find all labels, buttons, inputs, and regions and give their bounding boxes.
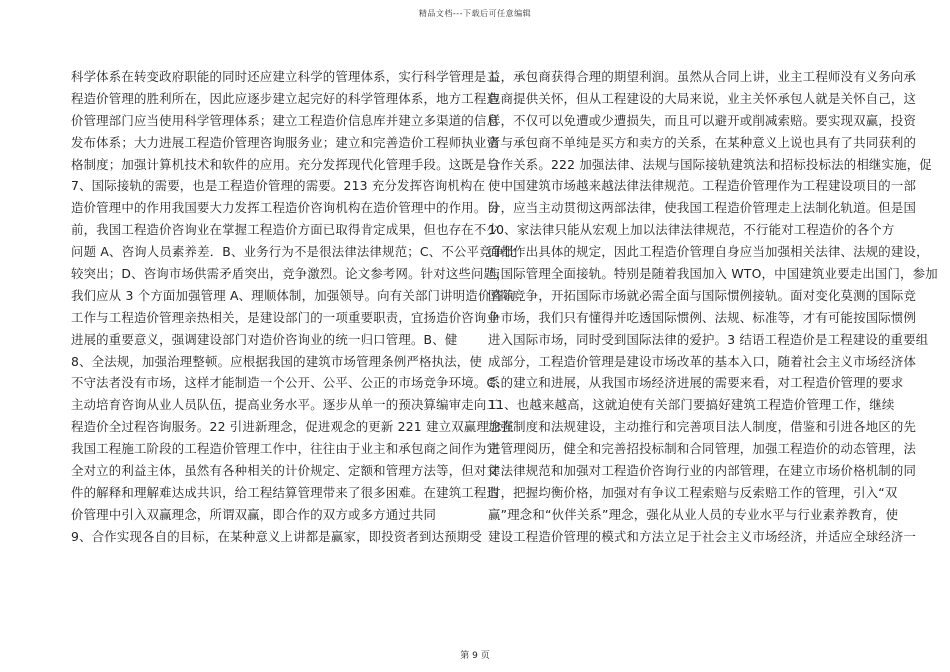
left-column-line: 件的解释和理解难达成共识，给工程结算管理带来了很多困难。在建筑工程造 xyxy=(71,484,500,500)
right-column-line: 样，不仅可以免遭或少遭损失，而且可以避开或削减索赔。要实现双赢，投资 xyxy=(488,112,917,128)
left-column-line: 科学体系在转变政府职能的同时还应建立科学的管理体系，实行科学管理是工 xyxy=(71,69,500,84)
left-column-line: 问题 A、咨询人员素养差．B、业务行为不是很法律法律规范；C、不公平竞争比 xyxy=(71,244,517,260)
left-text-column xyxy=(71,66,517,548)
left-column-line: 价管理部门应当使用科学管理体系；建立工程造价信息库并建立多渠道的信息 xyxy=(71,112,500,128)
left-column-line: 8、全法规，加强治理整顿。应根据我国的建筑市场管理条例严格执法，使 xyxy=(71,353,482,369)
left-column-line: 前，我国工程造价咨询业在掌握工程造价方面已取得肯定成果，但也存在不少 xyxy=(71,222,500,238)
right-column-line: 者与承包商不单纯是买方和卖方的关系，在某种意义上说也具有了共同获利的 xyxy=(488,134,917,150)
left-column-line: 造价管理中的作用我国要大力发挥工程造价咨询机构在造价管理中的作用。目 xyxy=(71,200,500,216)
right-column-line: 11、也越来越高，这就迫使有关部门要搞好建筑工程造价管理工作，继续 xyxy=(488,397,895,413)
right-column-line: 系的建立和进展，从我国市场经济进展的需要来看，对工程造价管理的要求 xyxy=(488,375,904,391)
right-column-line: 10、家法律只能从宏观上加以法律法律规范，不行能对工程造价的各个方 xyxy=(488,222,895,238)
left-column-line: 程造价管理的胜利所在，因此应逐步建立起完好的科学管理体系，地方工程造 xyxy=(71,90,500,106)
left-column-line: 格制度；加强计算机技术和软件的应用。充分发挥现代化管理手段。这既是与 xyxy=(71,156,500,172)
right-column-line: 律法律规范和加强对工程造价咨询行业的内部管理，在建立市场价格机制的同 xyxy=(488,463,917,479)
left-column-line: 全对立的利益主体，虽然有各种相关的计价规定、定额和管理方法等，但对文 xyxy=(71,463,500,479)
right-column-line: 加强制度和法规建设，主动推行和完善项目法人制度，借鉴和引进各地区的先 xyxy=(488,419,917,435)
left-column-line: 9、合作实现各自的目标，在某种意义上讲都是赢家，即投资者到达预期受 xyxy=(71,528,482,544)
right-column-line: 成部分，工程造价管理是建设市场改革的基本入口，随着社会主义市场经济体 xyxy=(488,353,917,369)
right-column-line: 时，把握均衡价格，加强对有争议工程索赔与反索赔工作的管理，引入“双 xyxy=(488,484,898,500)
right-column-line: 包商提供关怀，但从工程建设的大局来说，业主关怀承包人就是关怀自己，这 xyxy=(488,90,917,106)
left-column-line: 进展的重要意义，强调建设部门对造价咨询业的统一归口管理。B、健 xyxy=(71,331,458,347)
right-column-line: 使中国建筑市场越来越法律法律规范。工程造价管理作为工程建设项目的一部 xyxy=(488,178,917,194)
right-column-line: 面都作出具体的规定，因此工程造价管理自身应当加强相关法律、法规的建设， xyxy=(488,244,929,260)
left-column-line: 发布体系；大力进展工程造价管理咨询服务业；建立和完善造价工程师执业资 xyxy=(71,134,500,150)
right-column-line: 争市场，我们只有懂得并吃透国际惯例、法规、标准等，才有可能按国际惯例 xyxy=(488,309,917,325)
right-column-line: 进管理阅历，健全和完善招投标制和合同管理，加强工程造价的动态管理，法 xyxy=(488,441,917,457)
right-text-column xyxy=(488,66,938,548)
right-column-line: 进入国际市场，同时受到国际法律的爱护。3 结语工程造价是工程建设的重要组 xyxy=(488,331,929,347)
left-column-line: 我国工程施工阶段的工程造价管理工作中，往往由于业主和承包商之间作为完 xyxy=(71,441,500,457)
right-column-line: 益，承包商获得合理的期望利润。虽然从合同上讲，业主工程师没有义务向承 xyxy=(488,69,917,84)
left-column-line: 我们应从 3 个方面加强管理 A、理顺体制，加强领导。向有关部门讲明造价咨询 xyxy=(71,287,516,303)
left-column-line: 较突出；D、咨询市场供需矛盾突出，竞争激烈。论文参考网。针对这些问题， xyxy=(71,266,509,282)
right-column-line: 分，应当主动贯彻这两部法律，使我国工程造价管理走上法制化轨道。但是国 xyxy=(488,200,917,216)
right-column-line: 建设工程造价管理的模式和方法立足于社会主义市场经济，并适应全球经济一 xyxy=(488,528,917,544)
left-column-line: 价管理中引入双赢理念，所谓双赢，即合作的双方或多方通过共同 xyxy=(71,506,437,522)
page-header: 精品文档---下载后可任意编辑 xyxy=(418,9,532,18)
left-column-line: 主动培育咨询从业人员队伍，提高业务水平。逐步从单一的预决算编审走向工 xyxy=(71,397,500,413)
left-column-line: 7、国际接轨的需要，也是工程造价管理的需要。213 充分发挥咨询机构在 xyxy=(71,178,486,194)
left-column-line: 工作与工程造价管理亲热相关，是建设部门的一项重要职责，宜扬造价咨询业 xyxy=(71,309,500,325)
right-column-line: 赢”理念和“伙伴关系”理念，强化从业人员的专业水平与行业素养教育，使 xyxy=(488,506,899,522)
right-column-line: 合作关系。222 加强法律、法规与国际接轨建筑法和招标投标法的相继实施，促 xyxy=(488,156,932,172)
page-number: 第 9 页 xyxy=(460,651,490,661)
left-column-line: 程造价全过程咨询服务。22 引进新理念，促进观念的更新 221 建立双赢理念在 xyxy=(71,419,515,435)
right-column-line: 与国际管理全面接轨。特别是随着我国加入 WTO，中国建筑业要走出国门，参加 xyxy=(488,266,938,282)
left-column-line: 不守法者没有市场，这样才能制造一个公开、公平、公正的市场竞争环境。C、 xyxy=(71,375,508,391)
right-column-line: 国际竞争，开拓国际市场就必需全面与国际惯例接轨。面对变化莫测的国际竞 xyxy=(488,287,917,303)
